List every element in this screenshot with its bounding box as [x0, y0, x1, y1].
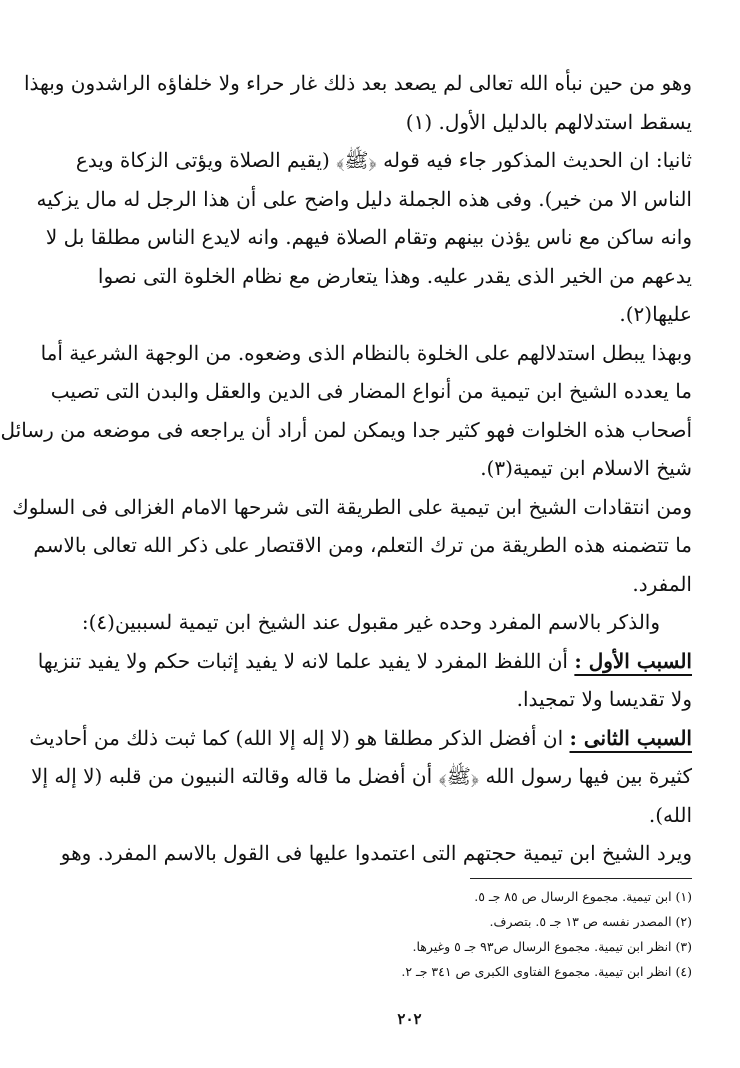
body-line: عليها(٢).	[619, 302, 692, 326]
footnote: (٣) انظر ابن تيمية. مجموع الرسال ص٩٣ جـ ٥ وغيرها.	[412, 939, 692, 954]
footnote-separator	[470, 878, 692, 879]
body-line: ما تتضمنه هذه الطريقة من ترك التعلم، ومن الاقتصار على ذكر الله تعالى بالاسم	[33, 533, 692, 557]
body-line: يدعهم من الخير الذى يقدر عليه. وهذا يتعارض مع نظام الخلوة التى نصوا	[97, 263, 692, 288]
body-line: ومن انتقادات الشيخ ابن تيمية على الطريقة التى شرحها الامام الغزالى فى السلوك	[12, 494, 692, 519]
body-line: الناس الا من خير). وفى هذه الجملة دليل واضح على أن هذا الرجل له مال يزكيه	[36, 186, 692, 211]
body-line: ما يعدده الشيخ ابن تيمية من أنواع المضار فى الدين والعقل والبدن التى تصيب	[50, 379, 692, 403]
body-line: أصحاب هذه الخلوات فهو كثير جدا ويمكن لمن أراد أن يراجعه فى موضعه من رسائل	[0, 417, 692, 442]
body-line: والذكر بالاسم المفرد وحده غير مقبول عند الشيخ ابن تيمية لسببين(٤):	[81, 610, 660, 634]
body-line: يسقط استدلالهم بالدليل الأول. (١)	[405, 109, 692, 134]
body-line: وانه ساكن مع ناس يؤذن بينهم وتقام الصلاة فيهم. وانه لايدع الناس مطلقا بل لا	[45, 225, 692, 249]
cause-second-line	[29, 719, 692, 758]
main-text	[0, 64, 692, 873]
body-line: كثيرة بين فيها رسول الله ﴿ﷺ﴾ أن أفضل ما قاله وقالته النبيون من قلبه (لا إله إلا	[31, 764, 692, 788]
body-line: ثانيا: ان الحديث المذكور جاء فيه قوله ﴿ﷺ﴾ (يقيم الصلاة ويؤتى الزكاة ويدع	[75, 148, 692, 172]
cause-1-label: السبب الأول :	[574, 648, 692, 673]
cause-2-label: السبب الثانى :	[569, 725, 692, 750]
body-line: المفرد.	[632, 571, 692, 596]
cause-first-line	[37, 642, 692, 681]
cause-2-text: ان أفضل الذكر مطلقا هو (لا إله إلا الله) كما ثبت ذلك من أحاديث	[29, 725, 564, 750]
page-number: ٢٠٢	[397, 1010, 422, 1028]
body-line: وهو من حين نبأه الله تعالى لم يصعد بعد ذلك غار حراء ولا خلفاؤه الراشدون وبهذا	[23, 71, 692, 95]
footnotes	[127, 884, 692, 984]
body-line: وبهذا يبطل استدلالهم على الخلوة بالنظام الذى وضعوه. من الوجهة الشرعية أما	[40, 340, 692, 365]
footnote: (٤) انظر ابن تيمية. مجموع الفتاوى الكبرى ص ٣٤١ جـ ٢.	[401, 964, 692, 979]
body-line: الله).	[648, 802, 692, 827]
footnote: (١) ابن تيمية. مجموع الرسال ص ٨٥ جـ ٥.	[474, 889, 692, 904]
body-line: ولا تقديسا ولا تمجيدا.	[516, 687, 692, 711]
footnote: (٢) المصدر نفسه ص ١٣ جـ ٥. بتصرف.	[489, 914, 692, 929]
body-line: شيخ الاسلام ابن تيمية(٣).	[480, 456, 692, 480]
body-line: ويرد الشيخ ابن تيمية حجتهم التى اعتمدوا عليها فى القول بالاسم المفرد. وهو	[60, 841, 692, 865]
cause-1-text: أن اللفظ المفرد لا يفيد علما لانه لا يفيد إثبات حكم ولا يفيد تنزيها	[37, 648, 568, 673]
